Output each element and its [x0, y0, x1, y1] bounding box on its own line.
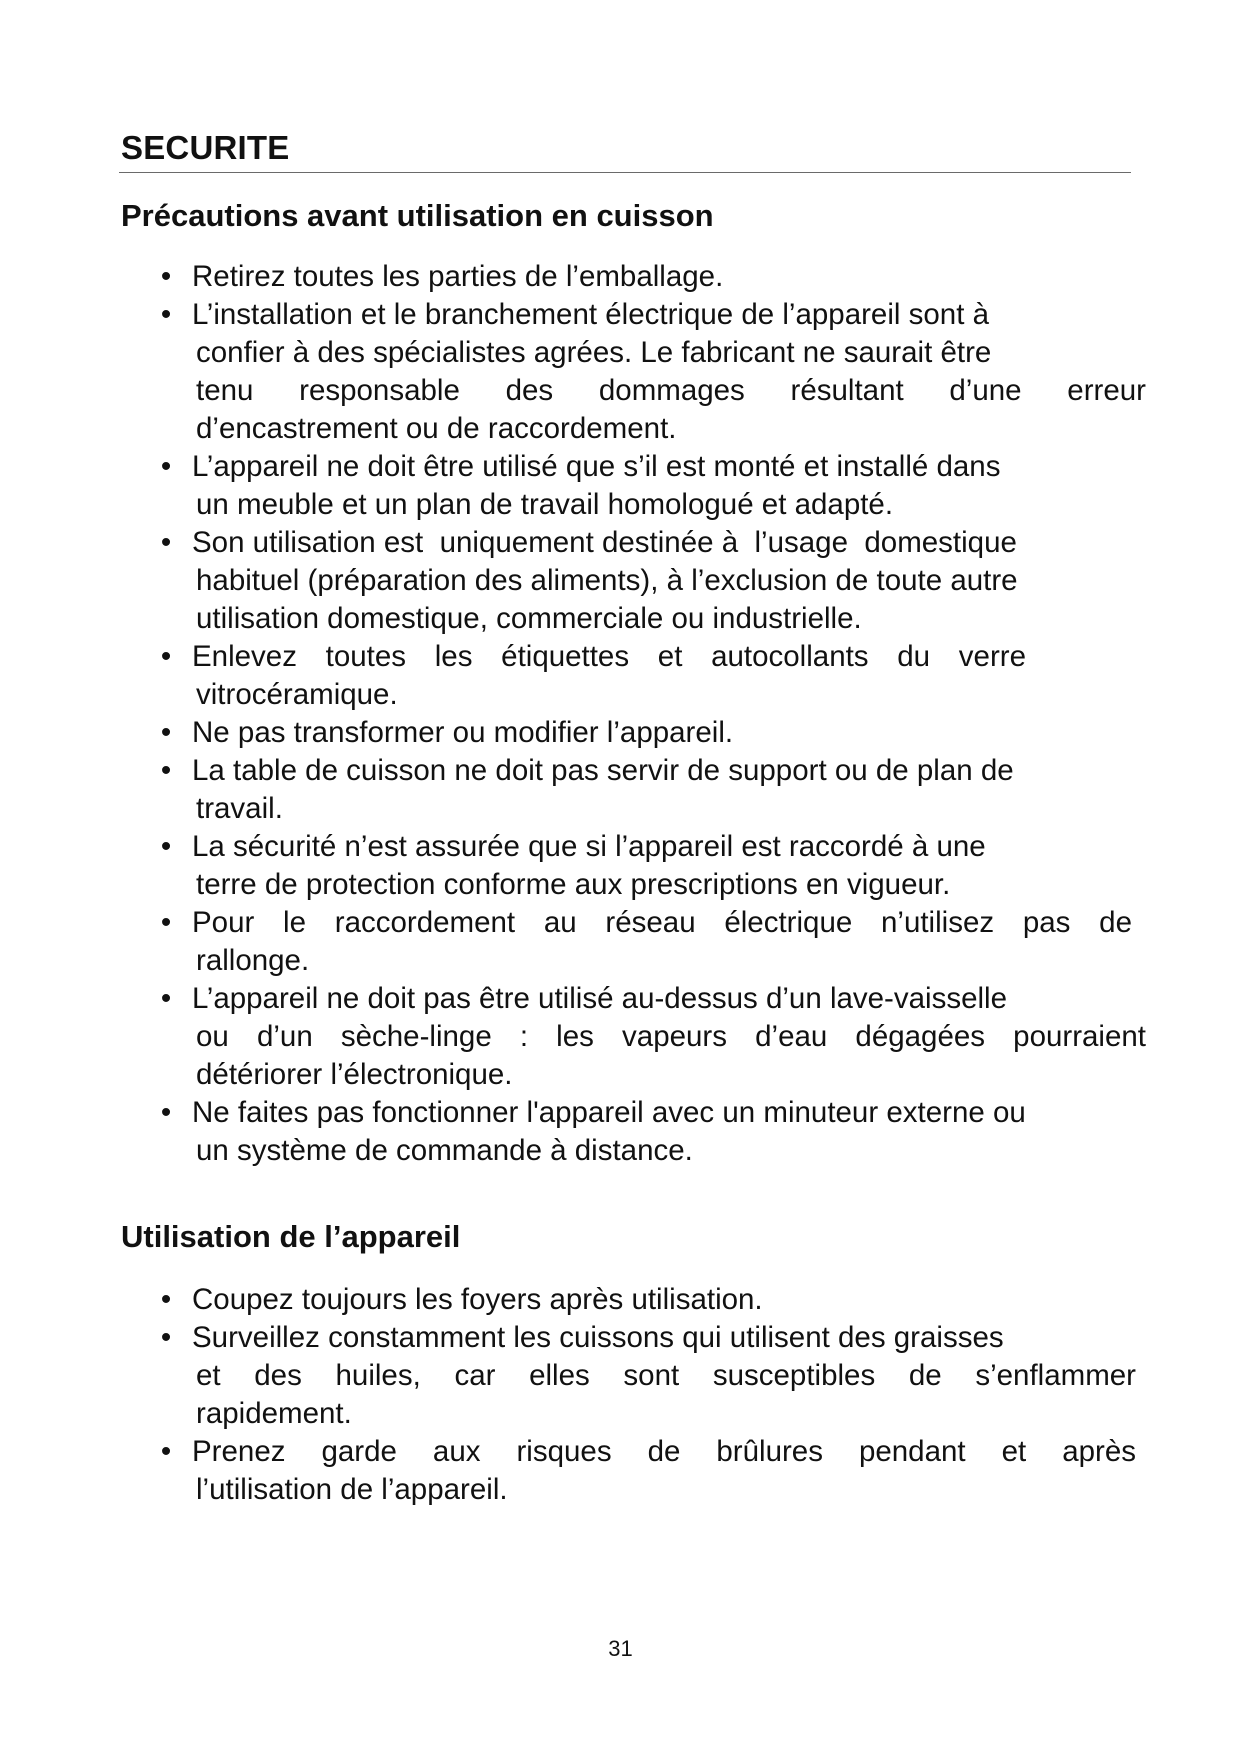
bullet-icon: • — [160, 640, 172, 673]
list-item — [150, 1319, 1146, 1433]
list-item-line: l’utilisation de l’appareil. — [196, 1473, 508, 1506]
list-item-line: terre de protection conforme aux prescriptions en vigueur. — [196, 868, 951, 901]
list-item-line: L’installation et le branchement électrique de l’appareil sont à — [192, 298, 990, 331]
list-item-line: détériorer l’électronique. — [196, 1058, 513, 1091]
bullet-icon: • — [160, 526, 172, 559]
list-item — [150, 980, 1146, 1094]
precautions-heading: Précautions avant utilisation en cuisson — [121, 198, 714, 233]
bullet-icon: • — [160, 1283, 172, 1316]
list-item-line: Enlevez toutes les étiquettes et autocollants du verre — [192, 640, 1026, 673]
list-item-line: vitrocéramique. — [196, 678, 398, 711]
list-item-line: travail. — [196, 792, 283, 825]
list-item-line: Ne pas transformer ou modifier l’appareil. — [192, 716, 734, 749]
bullet-icon: • — [160, 1435, 172, 1468]
list-item-line: La sécurité n’est assurée que si l’appareil est raccordé à une — [192, 830, 986, 863]
list-item-line: Retirez toutes les parties de l’emballage. — [192, 260, 724, 293]
list-item-line: habituel (préparation des aliments), à l’exclusion de toute autre — [196, 564, 1018, 597]
bullet-icon: • — [160, 982, 172, 1015]
precautions-list — [150, 258, 1146, 1170]
list-item — [150, 828, 1146, 904]
bullet-icon: • — [160, 1096, 172, 1129]
list-item — [150, 1281, 1146, 1319]
list-item-line: d’encastrement ou de raccordement. — [196, 412, 677, 445]
list-item-line: Ne faites pas fonctionner l'appareil avec un minuteur externe ou — [192, 1096, 1026, 1129]
list-item-line: L’appareil ne doit être utilisé que s’il est monté et installé dans — [192, 450, 1001, 483]
list-item-line: Son utilisation est uniquement destinée à l’usage domestique — [192, 526, 1017, 559]
list-item — [150, 904, 1146, 980]
bullet-icon: • — [160, 754, 172, 787]
list-item — [150, 258, 1146, 296]
list-item-line: un meuble et un plan de travail homologué et adapté. — [196, 488, 894, 521]
list-item-line: Pour le raccordement au réseau électrique n’utilisez pas de — [192, 906, 1132, 939]
page-number: 31 — [608, 1636, 633, 1661]
list-item-line: confier à des spécialistes agrées. Le fabricant ne saurait être — [196, 336, 992, 369]
list-item-line: La table de cuisson ne doit pas servir de support ou de plan de — [192, 754, 1014, 787]
list-item-line: Prenez garde aux risques de brûlures pendant et après — [192, 1435, 1136, 1468]
list-item — [150, 296, 1146, 448]
list-item-line: un système de commande à distance. — [196, 1134, 693, 1167]
list-item-line: ou d’un sèche-linge : les vapeurs d’eau dégagées pourraient — [196, 1020, 1146, 1053]
bullet-icon: • — [160, 450, 172, 483]
list-item-line: Surveillez constamment les cuissons qui utilisent des graisses — [192, 1321, 1004, 1354]
list-item — [150, 752, 1146, 828]
list-item-line: tenu responsable des dommages résultant d’une erreur — [196, 374, 1146, 407]
section-title: SECURITE — [121, 129, 290, 166]
list-item-line: rallonge. — [196, 944, 310, 977]
bullet-icon: • — [160, 906, 172, 939]
list-item-line: utilisation domestique, commerciale ou industrielle. — [196, 602, 862, 635]
title-underline — [119, 172, 1131, 173]
list-item — [150, 1433, 1146, 1509]
bullet-icon: • — [160, 298, 172, 331]
list-item-line: et des huiles, car elles sont susceptibles de s’enflammer — [196, 1359, 1136, 1392]
usage-list — [150, 1281, 1146, 1509]
usage-heading: Utilisation de l’appareil — [121, 1219, 461, 1254]
list-item-line: L’appareil ne doit pas être utilisé au-dessus d’un lave-vaisselle — [192, 982, 1008, 1015]
bullet-icon: • — [160, 716, 172, 749]
list-item — [150, 524, 1146, 638]
bullet-icon: • — [160, 260, 172, 293]
list-item-line: rapidement. — [196, 1397, 352, 1430]
list-item — [150, 638, 1146, 714]
list-item — [150, 448, 1146, 524]
list-item — [150, 714, 1146, 752]
list-item — [150, 1094, 1146, 1170]
bullet-icon: • — [160, 830, 172, 863]
list-item-line: Coupez toujours les foyers après utilisation. — [192, 1283, 763, 1316]
bullet-icon: • — [160, 1321, 172, 1354]
